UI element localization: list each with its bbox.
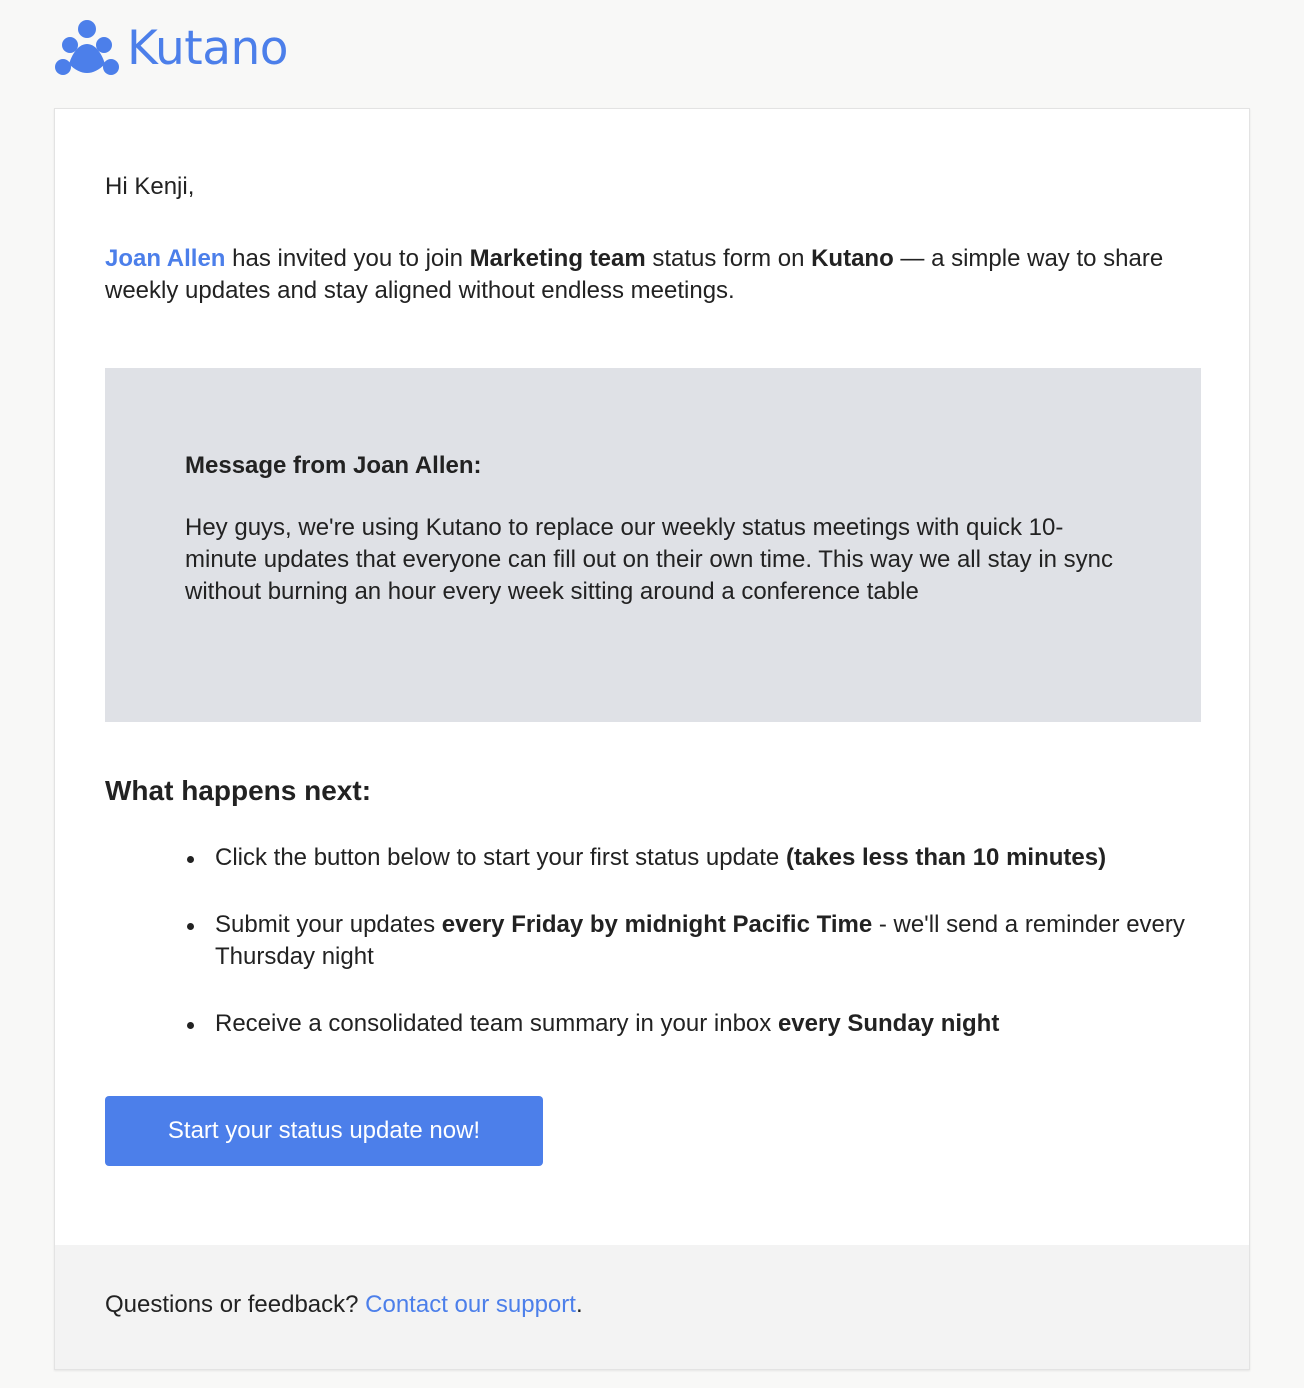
message-heading: Message from Joan Allen: — [185, 452, 482, 479]
step-text: Receive a consolidated team summary in your inbox — [215, 1010, 778, 1037]
intro-text-1: has invited you to join — [225, 245, 470, 272]
step-emphasis: (takes less than 10 minutes) — [785, 844, 1107, 871]
intro-text-3: — a simple way to share weekly updates and stay aligned without endless meetings. — [105, 245, 1164, 304]
start-status-update-button[interactable]: Start your status update now! — [105, 1096, 543, 1166]
step-emphasis: every Sunday night — [777, 1010, 1000, 1037]
greeting: Hi Kenji, — [105, 173, 195, 200]
step-text: Submit your updates — [215, 911, 442, 938]
message-box — [105, 368, 1201, 722]
footer — [55, 1245, 1249, 1369]
intro-text-2: status form on — [645, 245, 812, 272]
step-emphasis: every Friday by midnight Pacific Time — [441, 911, 873, 938]
footer-prompt: Questions or feedback? — [105, 1291, 366, 1318]
product-name: Kutano — [811, 245, 894, 272]
message-body: Hey guys, we're using Kutano to replace our weekly status meetings with quick 10-minute updates that everyone can fill out on their own time. This way we all stay in sync without burning an hour every week sitting around a conference table — [185, 514, 1114, 605]
step-text: Click the button below to start your first status update — [215, 844, 786, 871]
inviter-link[interactable]: Joan Allen — [105, 245, 226, 272]
team-name: Marketing team — [469, 245, 646, 272]
list-item — [187, 842, 1201, 874]
list-item — [187, 1008, 1201, 1040]
bullet-icon — [187, 1022, 194, 1029]
email-card — [54, 108, 1250, 1370]
contact-support-link[interactable]: Contact our support — [365, 1291, 576, 1318]
bullet-icon — [187, 923, 194, 930]
bullet-icon — [187, 856, 194, 863]
next-steps-heading: What happens next: — [105, 775, 372, 806]
people-group-icon — [55, 18, 119, 78]
footer-period: . — [575, 1291, 583, 1318]
footer-text — [105, 1289, 583, 1321]
brand-logo-text: Kutano — [127, 20, 289, 76]
list-item — [187, 909, 1201, 973]
next-steps-list — [187, 842, 1201, 1075]
header — [55, 18, 288, 78]
step-after: - we'll send a reminder every Thursday night — [215, 911, 1185, 970]
intro-paragraph — [105, 243, 1201, 307]
